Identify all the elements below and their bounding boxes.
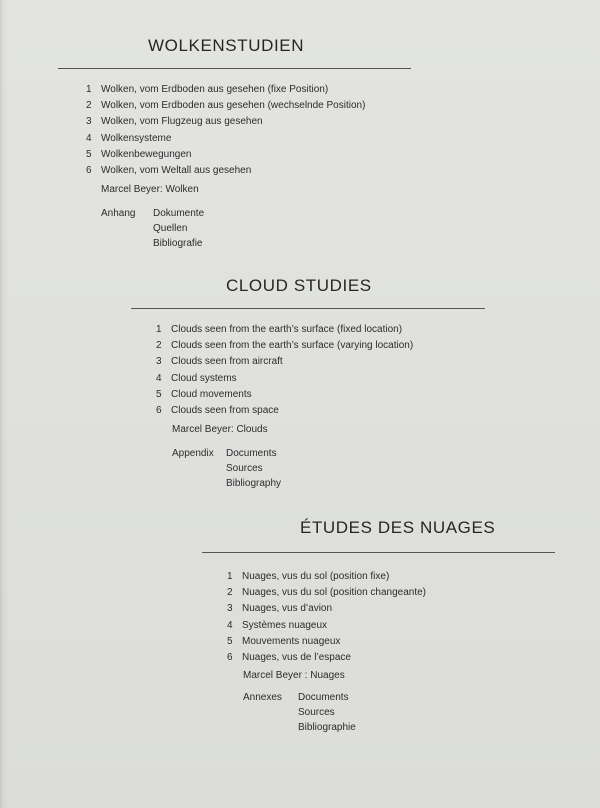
chapter-item: 6 Nuages, vus de l’espace <box>227 651 351 663</box>
title-rule-french <box>202 552 555 553</box>
appendix-label: Annexes <box>243 692 282 703</box>
chapter-item: 2 Nuages, vus du sol (position changeante) <box>227 587 427 599</box>
appendix-item: Documents <box>226 448 277 459</box>
chapter-list-german <box>86 82 365 179</box>
appendix-items <box>298 690 356 735</box>
appendix-items <box>226 446 281 491</box>
author-line-german: Marcel Beyer: Wolken <box>101 184 199 195</box>
section-title-french: ÉTUDES DES NUAGES <box>300 518 496 537</box>
chapter-item: 4 Systèmes nuageux <box>227 619 328 631</box>
chapter-list-english <box>156 322 413 419</box>
chapter-list-french <box>227 569 426 666</box>
chapter-item: 6 Wolken, vom Weltall aus gesehen <box>86 164 252 176</box>
appendix-item: Bibliographie <box>298 722 356 733</box>
chapter-item: 5 Wolkenbewegungen <box>86 148 192 160</box>
chapter-item: 2 Wolken, vom Erdboden aus gesehen (wechselnde Position) <box>86 100 366 112</box>
appendix-item: Sources <box>226 463 263 474</box>
appendix-label: Appendix <box>172 448 214 459</box>
title-rule-german <box>58 68 411 69</box>
appendix-item: Quellen <box>153 223 188 234</box>
chapter-item: 5 Mouvements nuageux <box>227 635 341 647</box>
section-title-english: CLOUD STUDIES <box>226 276 372 295</box>
section-title-german: WOLKENSTUDIEN <box>148 36 305 55</box>
title-rule-english <box>131 308 485 309</box>
chapter-item: 3 Nuages, vus d’avion <box>227 603 333 615</box>
chapter-item: 4 Wolkensysteme <box>86 132 172 144</box>
chapter-item: 3 Clouds seen from aircraft <box>156 356 283 368</box>
chapter-item: 5 Cloud movements <box>156 388 252 400</box>
chapter-item: 3 Wolken, vom Flugzeug aus gesehen <box>86 116 263 128</box>
author-line-french: Marcel Beyer : Nuages <box>243 670 345 681</box>
appendix-items <box>153 206 204 251</box>
author-line-english: Marcel Beyer: Clouds <box>172 424 268 435</box>
appendix-item: Documents <box>298 692 349 703</box>
chapter-item: 1 Wolken, vom Erdboden aus gesehen (fixe Position) <box>86 84 329 95</box>
appendix-item: Dokumente <box>153 208 205 219</box>
chapter-item: 4 Cloud systems <box>156 372 237 384</box>
appendix-label: Anhang <box>101 208 136 219</box>
appendix-item: Bibliography <box>226 478 282 489</box>
chapter-item: 6 Clouds seen from space <box>156 404 279 416</box>
appendix-item: Sources <box>298 707 335 718</box>
chapter-item: 1 Clouds seen from the earth’s surface (fixed location) <box>156 324 403 335</box>
appendix-item: Bibliografie <box>153 238 203 249</box>
chapter-item: 1 Nuages, vus du sol (position fixe) <box>227 571 390 582</box>
chapter-item: 2 Clouds seen from the earth’s surface (varying location) <box>156 340 414 352</box>
